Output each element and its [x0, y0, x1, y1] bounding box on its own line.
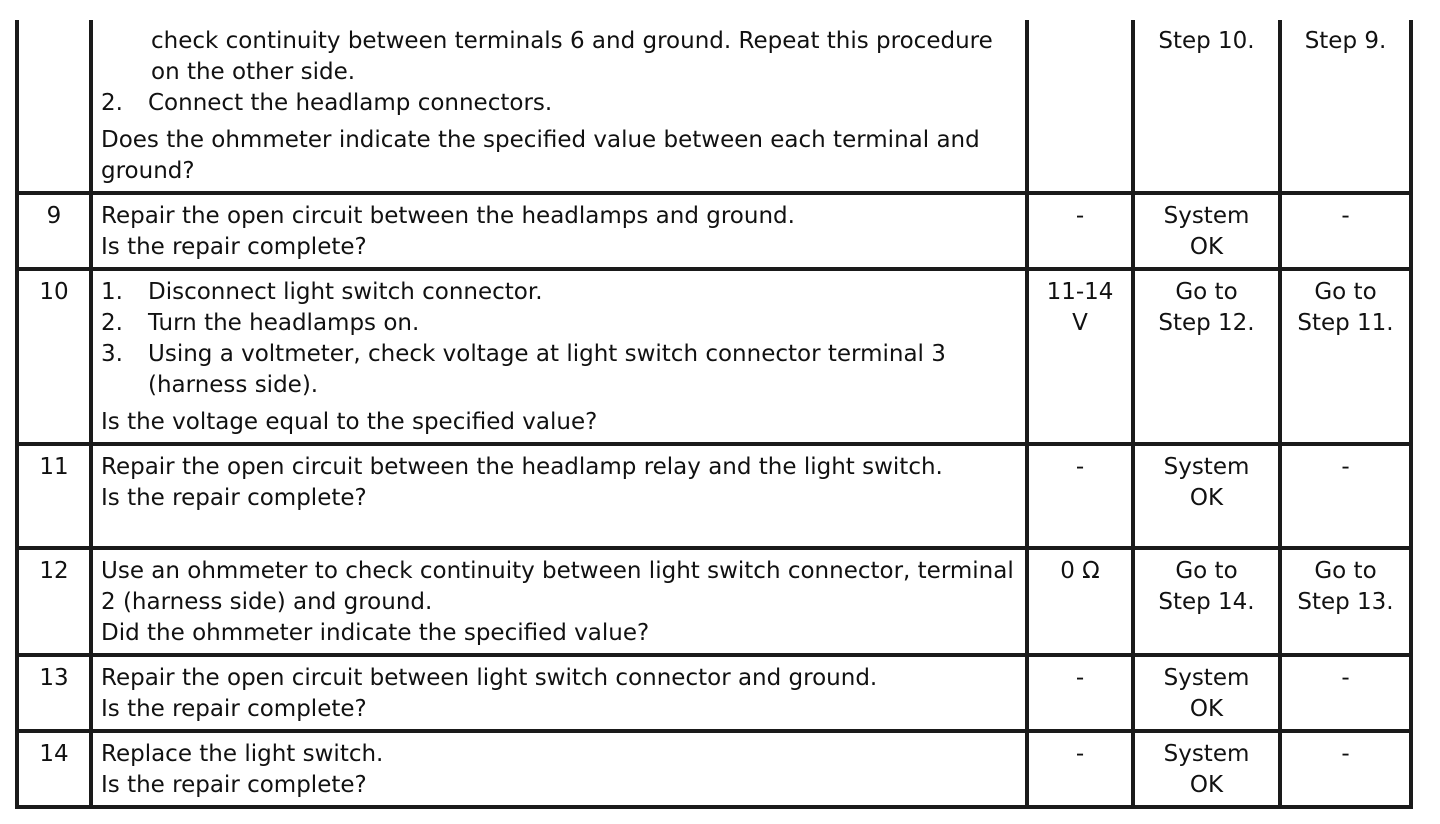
no-cell: Step 9. [1280, 20, 1411, 193]
yes-line: Go to [1175, 279, 1238, 305]
value-cell [1027, 20, 1133, 193]
value-cell: - [1027, 193, 1133, 269]
action-cell [91, 444, 1027, 548]
action-item [101, 308, 1017, 339]
action-question: Does the ohmmeter indicate the specified value between each terminal and ground? [101, 127, 980, 184]
no-cell [1280, 269, 1411, 444]
action-line: Repair the open circuit between light switch connector and ground. [101, 665, 878, 691]
yes-line: Step 14. [1158, 589, 1255, 615]
no-line: Step 13. [1297, 589, 1394, 615]
action-cell [91, 655, 1027, 731]
yes-line: System [1163, 203, 1250, 229]
item-number: 1. [101, 279, 123, 305]
item-text: Using a voltmeter, check voltage at light switch connector terminal 3 (harness side). [148, 341, 946, 398]
action-question: Is the repair complete? [101, 485, 367, 511]
action-item [101, 339, 1017, 401]
step-number-cell [17, 20, 91, 193]
no-line: Go to [1314, 558, 1377, 584]
step-number-cell: 9 [17, 193, 91, 269]
step-number-cell: 13 [17, 655, 91, 731]
item-text: Disconnect light switch connector. [148, 279, 543, 305]
step-number-cell: 10 [17, 269, 91, 444]
value-cell: 0 Ω [1027, 548, 1133, 655]
table-row [17, 193, 1411, 269]
value-cell: - [1027, 655, 1133, 731]
yes-line: OK [1189, 772, 1224, 798]
table-row [17, 444, 1411, 548]
table-row [17, 269, 1411, 444]
yes-line: OK [1189, 485, 1224, 511]
action-line: Use an ohmmeter to check continuity between light switch connector, terminal 2 (harness side) and ground. [101, 558, 1014, 615]
table-row [17, 731, 1411, 807]
no-cell: - [1280, 731, 1411, 807]
action-item [101, 88, 1017, 119]
action-cell [91, 269, 1027, 444]
value-line: V [1072, 310, 1088, 336]
yes-cell [1133, 655, 1280, 731]
action-cell [91, 548, 1027, 655]
yes-line: System [1163, 454, 1250, 480]
step-number-cell: 12 [17, 548, 91, 655]
value-cell: - [1027, 731, 1133, 807]
action-question: Is the repair complete? [101, 234, 367, 260]
action-continuation: check continuity between terminals 6 and ground. Repeat this procedure on the other side. [151, 28, 993, 85]
action-question: Is the voltage equal to the specified value? [101, 409, 598, 435]
yes-cell [1133, 269, 1280, 444]
action-item [101, 277, 1017, 308]
step-number-cell: 11 [17, 444, 91, 548]
item-number: 2. [101, 310, 123, 336]
yes-line: OK [1189, 234, 1224, 260]
item-number: 3. [101, 341, 123, 367]
yes-line: OK [1189, 696, 1224, 722]
yes-cell [1133, 731, 1280, 807]
item-text: Connect the headlamp connectors. [148, 90, 553, 116]
yes-line: Go to [1175, 558, 1238, 584]
action-question: Did the ohmmeter indicate the specified value? [101, 620, 650, 646]
table-row [17, 20, 1411, 193]
action-line: Replace the light switch. [101, 741, 384, 767]
diagnostic-table [15, 20, 1413, 809]
action-line: Repair the open circuit between the headlamps and ground. [101, 203, 795, 229]
action-question: Is the repair complete? [101, 772, 367, 798]
value-cell [1027, 269, 1133, 444]
no-cell: - [1280, 193, 1411, 269]
step-number-cell: 14 [17, 731, 91, 807]
item-number: 2. [101, 90, 123, 116]
yes-cell [1133, 548, 1280, 655]
value-cell: - [1027, 444, 1133, 548]
item-text: Turn the headlamps on. [148, 310, 420, 336]
action-cell [91, 193, 1027, 269]
action-cell [91, 731, 1027, 807]
action-line: Repair the open circuit between the headlamp relay and the light switch. [101, 454, 943, 480]
table-row [17, 655, 1411, 731]
yes-cell: Step 10. [1133, 20, 1280, 193]
yes-line: Step 12. [1158, 310, 1255, 336]
no-cell: - [1280, 444, 1411, 548]
no-line: Go to [1314, 279, 1377, 305]
no-cell [1280, 548, 1411, 655]
no-cell: - [1280, 655, 1411, 731]
action-cell [91, 20, 1027, 193]
yes-line: System [1163, 665, 1250, 691]
yes-cell [1133, 193, 1280, 269]
yes-line: System [1163, 741, 1250, 767]
table-row [17, 548, 1411, 655]
yes-cell [1133, 444, 1280, 548]
no-line: Step 11. [1297, 310, 1394, 336]
action-question: Is the repair complete? [101, 696, 367, 722]
value-line: 11-14 [1046, 279, 1114, 305]
